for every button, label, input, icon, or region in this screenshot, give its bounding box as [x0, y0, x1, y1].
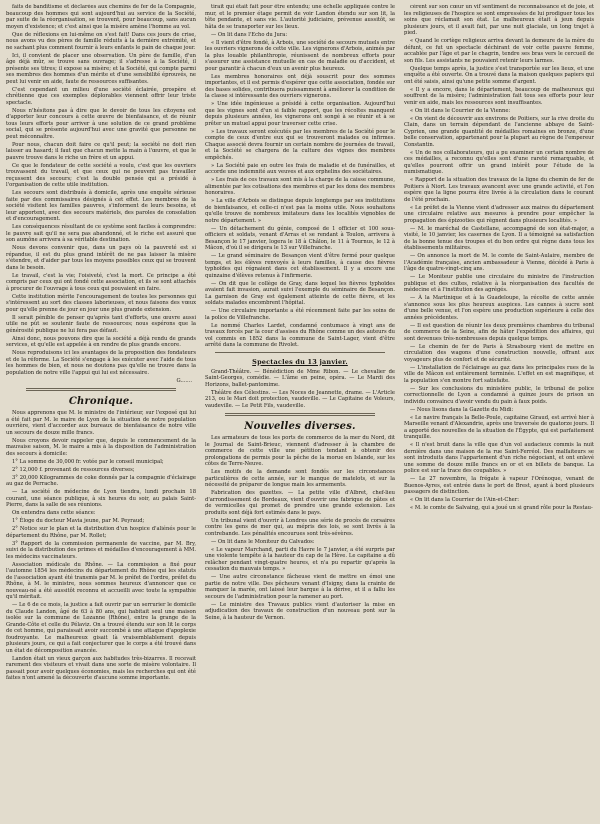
article-paragraph: « Le préfet de la Vienne vient d'adresser aux maires du département une circulaire relative aux mesures à prendre pour empêcher la propagation des épizooties qui règnent dans plusieurs localités. »: [404, 204, 594, 224]
article-signature: G.......: [176, 377, 192, 384]
article-paragraph: — On dit que le collège de Gray, dans lequel les fièvres typhoïdes avaient fait invasion, aurait suivi l'exemple du séminaire de Besançon. La garnison de Gray est également atteinte de cette fièvre, et les soldats malades encombrent l'hôpital.: [205, 280, 395, 306]
article-paragraph: Quelque temps après, la justice s'est transportée sur les lieux, et une enquête a été ouverte. On a trouvé dans la maison quelques papiers qui ont été saisis, ainsi qu'une petite somme d'argent.: [404, 65, 594, 85]
article-paragraph: Les armateurs de tous les ports de commerce de la mer du Nord, dit le Journal de Saint-Brieuc, viennent d'adresser à la chambre de commerce de cette ville une pétition tendant à obtenir des prolongations de permis pour la pêche de la morue en Islande, sur les côtes de Terre-Neuve.: [205, 435, 395, 467]
article-paragraph: Landon était un vieux garçon aux habitudes très-bizarres. Il recevait rarement des visiteurs et vivait dans une sorte de misère volontaire. Il passait pour avoir quelques économies, mais les recherches qui ont été faites n'ont amené la découverte d'aucune somme importante.: [6, 655, 196, 681]
article-paragraph: — Le ministre des Travaux publics vient d'autoriser la mise en adjudication des travaux de construction d'un nouveau pont sur la Seine, à la hauteur de Vernon.: [205, 601, 395, 621]
article-paragraph: Ce que le fondateur de cette société a voulu, c'est que les ouvriers trouvassent du travail, et que ceux qui ne peuvent pas travailler reçussent des secours; c'est la double pensée qui a présidé à l'organisation de cette utile institution.: [6, 162, 196, 188]
article-paragraph: Nous n'hésitons pas à dire que le devoir de tous les citoyens est d'apporter leur concours à cette œuvre de bienfaisance, et de réunir tous leurs efforts pour arriver à une solution de ce grand problème social, qui se présente aujourd'hui avec une gravité que personne ne peut méconnaître.: [6, 107, 196, 140]
article-paragraph: — Le chemin de fer de Paris à Strasbourg vient de mettre en circulation des wagons d'une construction nouvelle, offrant aux voyageurs plus de confort et de sécurité.: [404, 343, 594, 363]
article-paragraph: On entendra dans cette séance:: [12, 510, 96, 516]
list-item: 1° La somme de 30,000 fr. votée par le conseil municipal;: [12, 458, 164, 465]
column-1: [6, 4, 196, 818]
list-item: 3° 20,000 Kilogrammes de coke donnés par la compagnie d'éclairage au gaz de Perrache.: [6, 474, 196, 487]
article-paragraph: C'est cependant un milieu d'une société éclairée, prospère et chrétienne que ces exemples déplorables viennent offrir leur triste spectacle.: [6, 86, 196, 106]
article-paragraph: faits de banditisme et déclarées aux chemins de fer de la Compagnie, beaucoup des hommes qui sont aujourd'hui au service de la Société, par suite de la réorganisation, se trouvent, pour beaucoup, sans aucun moyen d'existence; et c'est ainsi que la misère amène l'homme au vol.: [6, 4, 196, 30]
column-3: [404, 4, 594, 818]
article-paragraph: « Quand le cortège religieux arriva devant la demeure de la mère du défunt, ce fut un spectacle déchirant de voir cette pauvre femme, accablée par l'âge et par le chagrin, tendre ses bras vers le cercueil de son fils. Les assistants ne pouvaient retenir leurs larmes.: [404, 38, 594, 64]
article-paragraph: — Un détachement du génie, composé de 1 officier et 100 sous-officiers et soldats, venant d'Arras et se rendant à Toulon, arrivera à Besançon le 17 janvier, logera le 18 à Châlon, le 11 à Tournus, le 12 à Mâcon, d'où il se dirigera le 13 sur Villefranche.: [205, 225, 395, 251]
list-item: 2° Notice sur le plan et la distribution d'un hospice d'aliénés pour le département du Rhône, par M. Rollet;: [6, 526, 196, 539]
article-paragraph: Grand-Théâtre. — Bénédiction de Mme Ribon. — Le chevalier de Saint-Georges, comédie. — L'âme en peine, opéra. — Le Mardi des Horizons, ballet-pantomime.: [205, 368, 395, 388]
article-paragraph: Le travail, c'est la vie; l'oisiveté, c'est la mort. Ce principe a été compris par ceux qui ont fondé cette association, et ils se sont attachés à procurer de l'ouvrage à tous ceux qui pouvaient en faire.: [6, 272, 196, 292]
section-heading-spectacles: Spectacles du 13 janvier.: [252, 357, 348, 366]
article-paragraph: « Il n'est bruit dans la ville que d'un vol audacieux commis la nuit dernière dans une maison de la rue Saint-Ferréol. Des malfaiteurs se sont introduits dans l'appartement d'un riche négociant, et ont enlevé une somme de douze mille francs en or et en billets de banque. La police est sur la trace des coupables. »: [404, 442, 594, 474]
section-heading-chronique: Chronique.: [68, 396, 134, 407]
article-paragraph: — Il est question de réunir les deux premières chambres du tribunal de commerce de la Seine, afin de hâter l'expédition des affaires, qui sont devenues très-nombreuses depuis quelque temps.: [404, 322, 594, 342]
article-paragraph: Pour nous, chacun doit faire ce qu'il peut; la société ne doit rien laisser au hasard; il faut que chacun mette la main à l'œuvre, et que le pauvre trouve dans le riche un frère et un appui.: [6, 141, 196, 161]
article-paragraph: Ici, il convient de placer une observation. Un père de famille, d'un âge déjà mûr, se trouve sans ouvrage; il s'adresse à la Société, il présente ses titres; il expose sa misère; et la Société, qui compte parmi ses membres des hommes d'un mérite et d'une sensibilité éprouvés, ne peut lui venir en aide, faute de ressources suffisantes.: [6, 52, 196, 85]
section-divider: [215, 352, 385, 353]
article-paragraph: Il serait pénible de penser qu'après tant d'efforts, une œuvre aussi utile ne pût se soutenir faute de ressources; nous espérons que la générosité publique ne lui fera pas défaut.: [6, 314, 196, 334]
article-paragraph: — À la Martinique et à la Guadeloupe, la récolte de cette année s'annonce sous les plus heureux auspices. Les cannes à sucre sont d'une belle venue, et l'on espère une production supérieure à celle des années précédentes.: [404, 295, 594, 321]
article-paragraph: Que de réflexions en lui-même on s'est fait! Dans ces jours de crise, nous avons vu des pères de famille réduits à la dernière extrémité, et ne sachant plus comment fournir à leurs enfants le pain de chaque jour.: [6, 31, 196, 51]
article-paragraph: Le nommé Charles Lardet, condamné contumace à vingt ans de travaux forcés par la cour d'assises du Rhône comme un des auteurs du vol commis en 1852 dans la commune de Saint-Lager, vient d'être arrêté dans la commune de Rivolet.: [205, 322, 395, 348]
article-paragraph: — L'installation de l'éclairage au gaz dans les principales rues de la ville de Mâcon est entièrement terminée. L'effet en est magnifique, et la population s'en montre fort satisfaite.: [404, 364, 594, 384]
article-paragraph: Association médicale du Rhône. — La commission a fixé pour l'automne 1854 les médecins du département du Rhône qui les statuts de l'association ayant été transmis par M. le préfet de l'ordre, préfet du Rhône, à M. le ministre, nous sommes heureux d'annoncer que ce nouveau-né a été aussitôt reconnu et accueilli avec toute la sympathie qu'il méritait.: [6, 561, 196, 600]
article-paragraph: Nous reproduisons ici les avantages de la proposition des fondateurs et de la réforme. La Société s'engage à les exécuter avec l'aide de tous les hommes de bien, et nous ne doutons pas qu'elle ne trouve dans la population de notre ville l'appui qui lui est nécessaire.: [6, 350, 196, 376]
article-paragraph: — Une autre circonstance fâcheuse vient de mettre en émoi une partie de notre ville. Des pêcheurs venant d'Isigny, dans la crainte de manquer la marée, ont laissé leur barque à la dérive, et il a fallu les secours de l'administration pour la ramener au port.: [205, 574, 395, 600]
article-paragraph: Fabrication des gazettes. — La petite ville d'Albret, chef-lieu d'arrondissement de Bordeaux, vient d'ouvrir une fabrique de pâtes et de vermicelles qui promet de prendre une grande extension. Les produits sont déjà fort estimés dans le pays.: [205, 490, 395, 516]
article-paragraph: cèrent sur son cœur un vif sentiment de reconnaissance et de joie, et les religieuses de l'hospice se sont empressées de lui prodiguer tous les soins que réclamait son état. Le malheureux était à jeun depuis plusieurs jours, et il avait fait, par une nuit glaciale, un long trajet à pied.: [404, 4, 594, 36]
article-paragraph: « Le navire français la Belle-Poule, capitaine Giraud, est arrivé hier à Marseille venant d'Alexandrie, après une traversée de quatorze jours. Il a apporté des nouvelles de la situation de l'Égypte, qui est parfaitement tranquille.: [404, 414, 594, 440]
section-divider: [26, 388, 176, 391]
article-paragraph: » Les travaux seront exécutés par les membres de la Société pour le compte de ceux d'entre eux qui se trouveront malades ou infirmes. Chaque associé devra fournir un certain nombre de journées de travail, et la Société se chargera de la culture des vignes des membres empêchés.: [205, 128, 395, 161]
article-paragraph: — Le 27 novembre, la frégate à vapeur l'Orénoque, venant de Buenos-Ayres, est entrée dans le port de Brest, ayant à bord plusieurs passagers de distinction.: [404, 476, 594, 495]
article-paragraph: — On lit dans le Moniteur du Calvados:: [211, 538, 315, 545]
article-paragraph: « On lit dans la Courrier de l'Ain-et-Cher:: [410, 497, 519, 503]
article-paragraph: — Le grand séminaire de Besançon vient d'être fermé pour quelque temps, et les élèves renvoyés à leurs familles, à cause des fièvres typhoïdes qui régnaient dans cet établissement. Il y a encore une quinzaine d'élèves retenus à l'infirmerie.: [205, 253, 395, 279]
article-paragraph: » La ville d'Arbois se distingue depuis longtemps par ses institutions de bienfaisance, et celle-ci n'est pas la moins utile. Nous souhaitons qu'elle trouve de nombreux imitateurs dans les localités vignobles de notre département. »: [205, 198, 395, 224]
article-paragraph: « On vient de découvrir aux environs de Poitiers, sur la rive droite du Clain, dans un terrain dépendant de l'ancienne abbaye de Saint-Cyprien, une grande quantité de médailles romaines en bronze, d'une belle conservation, appartenant pour la plupart au règne de l'empereur Constantin.: [404, 115, 594, 148]
article-paragraph: » Une idée ingénieuse a présidé à cette organisation. Aujourd'hui que les vignes sont d'un si faible rapport, que les récoltes manquent depuis plusieurs années, les vignerons ont songé à se réunir et à se prêter un mutuel appui pour traverser cette crise.: [205, 101, 395, 127]
article-paragraph: Ainsi donc, nous pouvons dire que la société a déjà rendu de grands services, et qu'elle est appelée à en rendre de plus grands encore.: [6, 335, 196, 348]
article-paragraph: Nous apprenons que M. le ministre de l'intérieur, sur l'exposé qui lui a été fait par M. le maire de Lyon de la situation de notre population ouvrière, vient d'accorder aux bureaux de bienfaisance de notre ville un secours de douze mille francs.: [6, 410, 196, 436]
article-paragraph: « Le vapeur Marchand, parti du Havre le 7 janvier, a été surpris par une violente tempête à la hauteur du cap de la Hève. Le capitaine a dû relâcher pendant vingt-quatre heures, et n'a pu repartir qu'après la cessation du mauvais temps. »: [205, 546, 395, 572]
column-2: [205, 4, 395, 818]
article-paragraph: » Les frais de ces travaux sont mis à la charge de la caisse commune, alimentée par les cotisations des membres et par les dons des membres honoraires.: [205, 177, 395, 196]
article-paragraph: tirait qui était fait pour être entendu; une échelle appliquée contre le mur, et le premier étage permit de voir Landon étendu sur son lit, la tête pendante, et sans vie. L'autorité judiciaire, prévenue aussitôt, se hâta de se transporter sur les lieux.: [205, 4, 395, 30]
article-paragraph: Un tribunal vient d'ouvrir à Londres une série de procès de corsaires contre les gens de mer qui, au mépris des lois, se sont livrés à la contrebande. Les pénalités encourues sont très-sévères.: [205, 517, 395, 537]
article-paragraph: Les conséquences résultant de ce système sont faciles à comprendre: le pauvre sait qu'il ne sera pas abandonné, et le riche est assuré que son aumône arrivera à sa véritable destination.: [6, 224, 196, 243]
article-paragraph: Nous devons convenir que, dans un pays où la pauvreté est si répandue, il est du plus grand intérêt de ne pas laisser la misère s'étendre, et d'aider par tous les moyens possibles ceux qui se trouvent dans le besoin.: [6, 245, 196, 271]
article-paragraph: Nous croyons devoir rappeler que, depuis le commencement de la mauvaise saison, M. le maire a mis à la disposition de l'administration des secours à domicile:: [6, 437, 196, 457]
article-paragraph: « Il vient d'être fondé, à Arbois, une société de secours mutuels entre les ouvriers vignerons de cette ville. Les vignerons d'Arbois, animés par la plus louable philanthropie, réunissent de nombreux efforts pour s'assurer une assistance mutuelle en cas de maladie ou d'accident, et pour garantir à chacun d'eux un avenir plus heureux.: [205, 39, 395, 72]
article-paragraph: « M. le comte de Salvaing, qui a joué un si grand rôle pour la Restau-: [410, 505, 593, 511]
article-paragraph: — M. le maréchal de Castellane, accompagné de son état-major, a visité, le 10 janvier, les casernes de Lyon. Il a témoigné sa satisfaction de la bonne tenue des troupes et du bon ordre qui règne dans tous les établissements militaires.: [404, 225, 594, 251]
list-item: 1° Éloge du docteur Mavia jeune, par M. Peyraud;: [12, 518, 145, 524]
article-paragraph: — Sur les conclusions du ministère public, le tribunal de police correctionnelle de Lyon a condamné à quinze jours de prison un individu convaincu d'avoir vendu du pain à faux poids.: [404, 385, 594, 405]
article-paragraph: « Un de nos collaborateurs, qui a pu examiner un certain nombre de ces médailles, a reconnu qu'elles sont d'une rareté remarquable, et qu'elles pourront offrir un grand intérêt pour l'étude de la numismatique.: [404, 149, 594, 175]
article-paragraph: — On annonce la mort de M. le comte de Saint-Aulaire, membre de l'Académie française, ancien ambassadeur à Vienne, décédé à Paris à l'âge de quatre-vingt-cinq ans.: [404, 253, 594, 272]
article-paragraph: « On lit dans le Courrier de la Vienne:: [410, 107, 511, 114]
article-paragraph: Les secours sont distribués à domicile, après une enquête sérieuse faite par des commissaires désignés à cet effet. Les membres de la société visitent les familles pauvres, s'informent de leurs besoins, et leur apportent, avec des secours matériels, des paroles de consolation et d'encouragement.: [6, 190, 196, 222]
article-paragraph: Les motifs de la demande sont fondés sur les circonstances particulières de cette année, sur le manque de matelots, et sur la nécessité de préparer de longue main les armements.: [205, 469, 395, 488]
article-paragraph: — Nous lisons dans la Gazette du Midi:: [410, 406, 514, 413]
article-paragraph: « Il y a encore, dans le département, beaucoup de malheureux qui souffrent de la misère; l'administration fait tous ses efforts pour leur venir en aide, mais les ressources sont insuffisantes.: [404, 86, 594, 106]
article-paragraph: — On lit dans l'Echo du Jura:: [211, 31, 288, 38]
article-paragraph: » La Société paie en outre les frais de maladie et de funérailles, et accorde une indemnité aux veuves et aux orphelins des sociétaires.: [205, 162, 395, 175]
article-paragraph: — Le Moniteur publie une circulaire du ministre de l'instruction publique et des cultes, relative à la réorganisation des facultés de médecine et à l'institution des agrégés.: [404, 274, 594, 293]
list-item: 3° Rapport de la commission permanente de vaccine, par M. Bry, suivi de la distribution des primes et médailles d'encouragement à MM. les médecins vaccinateurs.: [6, 540, 196, 560]
article-paragraph: — La société de médecine de Lyon tiendra, lundi prochain 18 courant, une séance publique, à six heures du soir, au palais Saint-Pierre, dans la salle de ses réunions.: [6, 489, 196, 508]
article-paragraph: Cette institution mérite l'encouragement de toutes les personnes qui s'intéressent au sort des classes laborieuses, et nous faisons des vœux pour qu'elle prenne de jour en jour une plus grande extension.: [6, 293, 196, 313]
article-paragraph: — Une circulaire importante a été récemment faite par les soins de la police de Villefranche.: [205, 308, 395, 321]
article-paragraph: Les membres honoraires ont déjà souscrit pour des sommes importantes, et il est permis d'espérer que cette association, fondée sur des bases solides, contribuera puissamment à améliorer la condition de la classe si intéressante des ouvriers vignerons.: [205, 73, 395, 99]
section-divider: [225, 413, 375, 416]
article-paragraph: — Le 6 de ce mois, la justice a fait ouvrir par un serrurier le domicile du Claude Landon, âgé de 63 à 80 ans, qui habitait seul une maison isolée sur la commune de Lozanne (Rhône), entre la grange de la Grande-Côte et celle du Pélaviz. On a trouvé étendu sur son lit le corps de cet homme, qui paraissait avoir succombé à une attaque d'apoplexie foudroyante. Le malheureux gisait là vraisemblablement depuis plusieurs jours, ce qui a fait conjecturer que le corps a été trouvé dans un état de décomposition avancée.: [6, 602, 196, 654]
list-item: 2° 12,000 f. provenant de ressources diverses;: [12, 466, 135, 473]
article-paragraph: « Rapport de la situation des travaux de la ligne du chemin de fer de Poitiers à Niort. Les travaux avancent avec une grande activité, et l'on espère que la ligne pourra être livrée à la circulation dans le courant de l'été prochain.: [404, 177, 594, 203]
article-paragraph: Théâtre des Célestins. — Les Noces de Jeannette, drame. — L'Article 213, ou le Mari doit protection, vaudeville. — Le Capitaine de Voleurs, vaudeville. — Le Petit Fils, vaudeville.: [205, 389, 395, 409]
section-heading-nouvelles: Nouvelles diverses.: [244, 421, 356, 432]
